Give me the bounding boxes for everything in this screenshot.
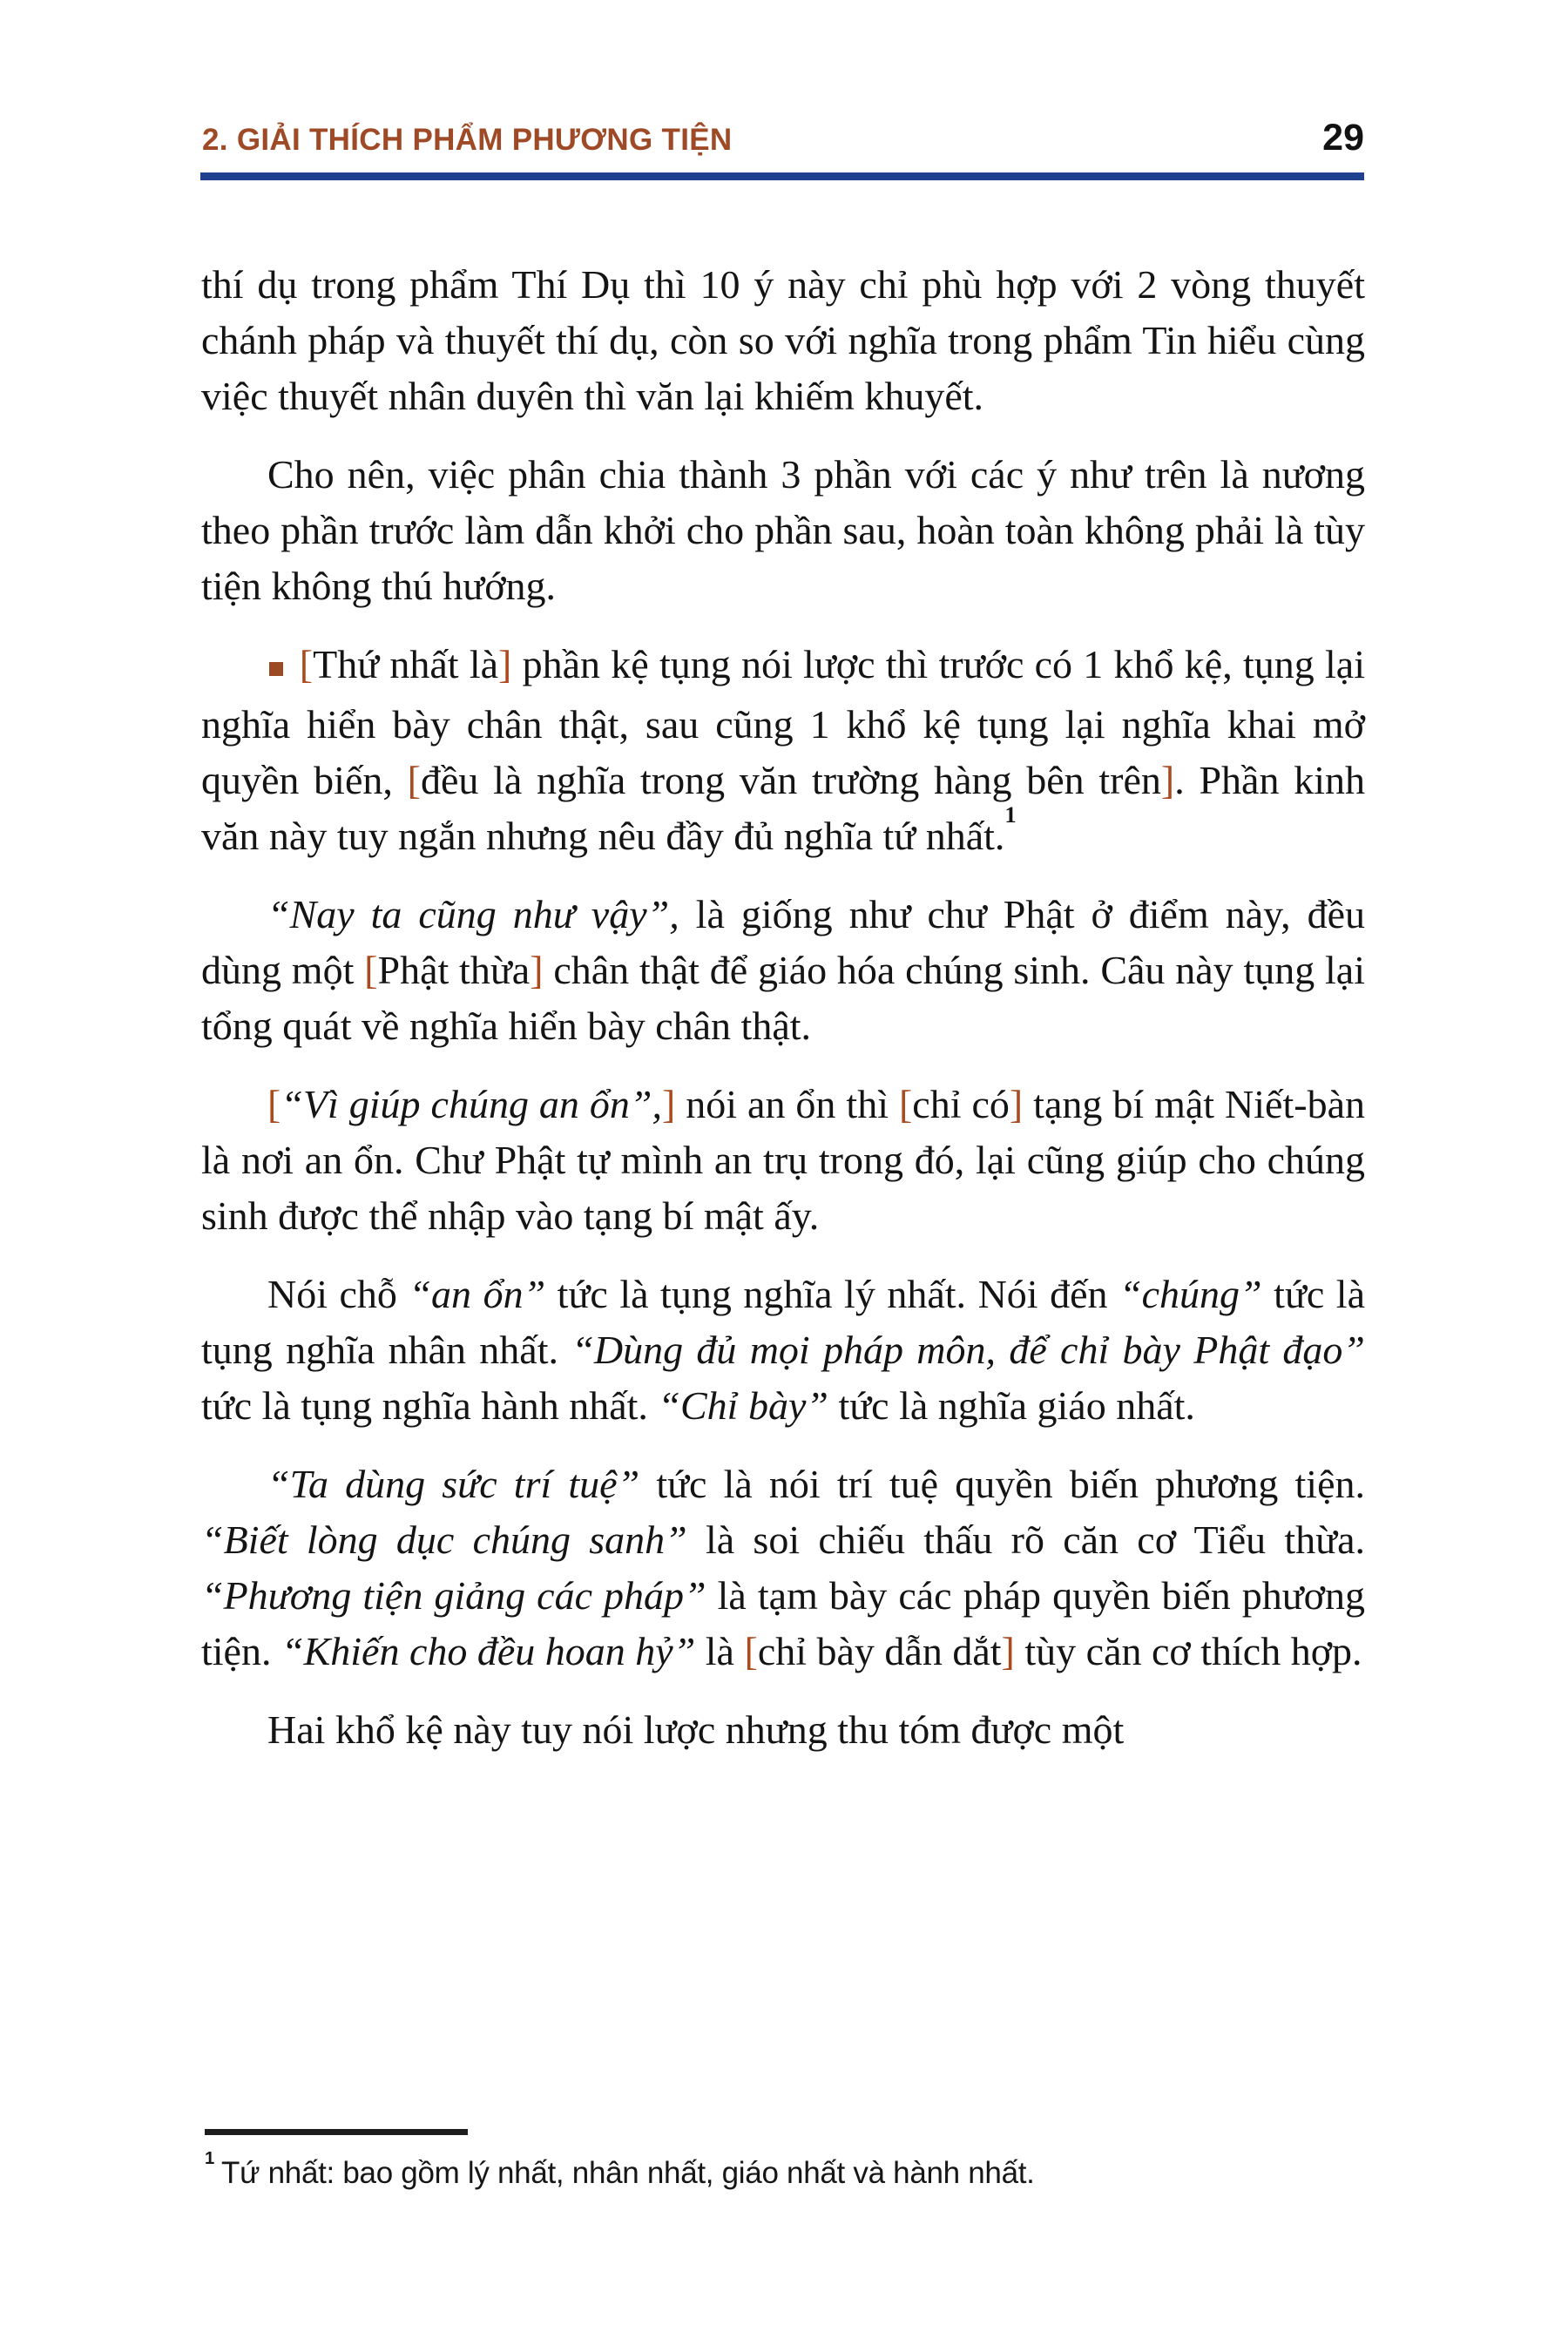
text-run: tức là tụng nghĩa hành nhất. [201, 1383, 659, 1428]
paragraph [201, 1702, 1365, 1758]
text-run: nói an ổn thì [675, 1082, 899, 1126]
paragraph [201, 887, 1365, 1054]
editorial-bracket: [ [299, 642, 314, 686]
text-run: là tạm bày các pháp quyền biến phương tiện. [201, 1573, 1365, 1673]
text-run: thí dụ trong phẩm Thí Dụ thì 10 ý này chỉ phù hợp với 2 vòng thuyết chánh pháp và thuyết thí dụ, còn so với nghĩa trong phẩm Tin hiểu cùng việc thuyết nhân duyên thì văn lại khiếm khuyết. [201, 262, 1365, 418]
text-run: chỉ có [912, 1082, 1010, 1126]
quote-italic-run: “Nay ta cũng như vậy”, [267, 892, 679, 936]
footnote-marker: 1 [205, 2149, 214, 2169]
editorial-bracket: [ [898, 1082, 913, 1126]
text-run: chỉ bày dẫn dắt [757, 1629, 1002, 1673]
editorial-bracket: ] [498, 642, 512, 686]
text-run: Thứ nhất là [313, 642, 499, 686]
text-run: Hai khổ kệ này tuy nói lược nhưng thu tóm được một [267, 1707, 1125, 1752]
footnote-ref: 1 [1004, 801, 1017, 828]
footnote-content: Tứ nhất: bao gồm lý nhất, nhân nhất, giáo nhất và hành nhất. [220, 2156, 1035, 2190]
editorial-bracket: [ [267, 1082, 281, 1126]
quote-italic-run: “Phương tiện giảng các pháp” [201, 1573, 706, 1618]
editorial-bracket: ] [530, 948, 544, 992]
text-run: tức là nói trí tuệ quyền biến phương tiện. [639, 1462, 1366, 1506]
text-run: Phật thừa [377, 948, 531, 992]
text-run: là [695, 1629, 745, 1673]
editorial-bracket: ] [1001, 1629, 1015, 1673]
paragraph [201, 637, 1365, 864]
editorial-bracket: ] [1009, 1082, 1024, 1126]
text-run: Nói chỗ [267, 1272, 409, 1316]
section-bullet-icon: ■ [267, 652, 286, 685]
text-run: đều là nghĩa trong văn trường hàng bên trên [420, 758, 1161, 802]
running-head [202, 117, 1364, 159]
paragraph [201, 1456, 1365, 1680]
body-text [201, 257, 1365, 1758]
paragraph [201, 1077, 1365, 1244]
editorial-bracket: ] [1160, 758, 1175, 802]
paragraph [201, 447, 1365, 614]
quote-italic-run: “Dùng đủ mọi pháp môn, để chỉ bày Phật đạo” [571, 1328, 1366, 1372]
quote-italic-run: “chúng” [1119, 1272, 1262, 1316]
editorial-bracket: ] [661, 1082, 676, 1126]
chapter-header: 2. GIẢI THÍCH PHẨM PHƯƠNG TIỆN [202, 123, 733, 157]
footnote-text [205, 2149, 1369, 2193]
text-run: tức là tụng nghĩa nhân nhất. [201, 1272, 1366, 1372]
footnote-separator [205, 2129, 468, 2135]
editorial-bracket: [ [407, 758, 421, 802]
quote-italic-run: “Chỉ bày” [658, 1383, 828, 1428]
text-run: . Phần kinh văn này tuy ngắn nhưng nêu đầy đủ nghĩa tứ nhất. [201, 758, 1365, 858]
text-run: tùy căn cơ thích hợp. [1014, 1629, 1362, 1673]
paragraph [201, 257, 1365, 424]
quote-italic-run: “Khiến cho đều hoan hỷ” [280, 1629, 696, 1673]
text-run: là giống như chư Phật ở điểm này, đều dùng một [201, 892, 1366, 992]
text-run: tức là nghĩa giáo nhất. [828, 1383, 1195, 1428]
editorial-bracket: [ [364, 948, 378, 992]
text-run: chân thật để giáo hóa chúng sinh. Câu này tụng lại tổng quát về nghĩa hiển bày chân thật. [201, 948, 1365, 1048]
text-run: tạng bí mật Niết-bàn là nơi an ổn. Chư Phật tự mình an trụ trong đó, lại cũng giúp cho chúng sinh được thể nhập vào tạng bí mật ấy. [201, 1082, 1365, 1238]
editorial-bracket: [ [744, 1629, 758, 1673]
text-run: phần kệ tụng nói lược thì trước có 1 khổ kệ, tụng lại nghĩa hiển bày chân thật, sau cũng 1 khổ kệ tụng lại nghĩa khai mở quyền biến, [201, 642, 1365, 802]
page-number: 29 [1322, 117, 1364, 159]
quote-italic-run: “an ổn” [409, 1272, 546, 1316]
text-run: là soi chiếu thấu rõ căn cơ Tiểu thừa. [686, 1517, 1365, 1562]
text-run: tức là tụng nghĩa lý nhất. Nói đến [545, 1272, 1120, 1316]
quote-italic-run: “Biết lòng dục chúng sanh” [201, 1517, 687, 1562]
text-run: Cho nên, việc phân chia thành 3 phần với các ý như trên là nương theo phần trước làm dẫn khởi cho phần sau, hoàn toàn không phải là tùy tiện không thú hướng. [201, 452, 1365, 608]
quote-italic-run: “Ta dùng sức trí tuệ” [267, 1462, 640, 1506]
footnote-block [205, 2129, 1369, 2193]
quote-italic-run: “Vì giúp chúng an ổn”, [280, 1082, 662, 1126]
paragraph [201, 1267, 1365, 1434]
header-rule [200, 172, 1364, 180]
